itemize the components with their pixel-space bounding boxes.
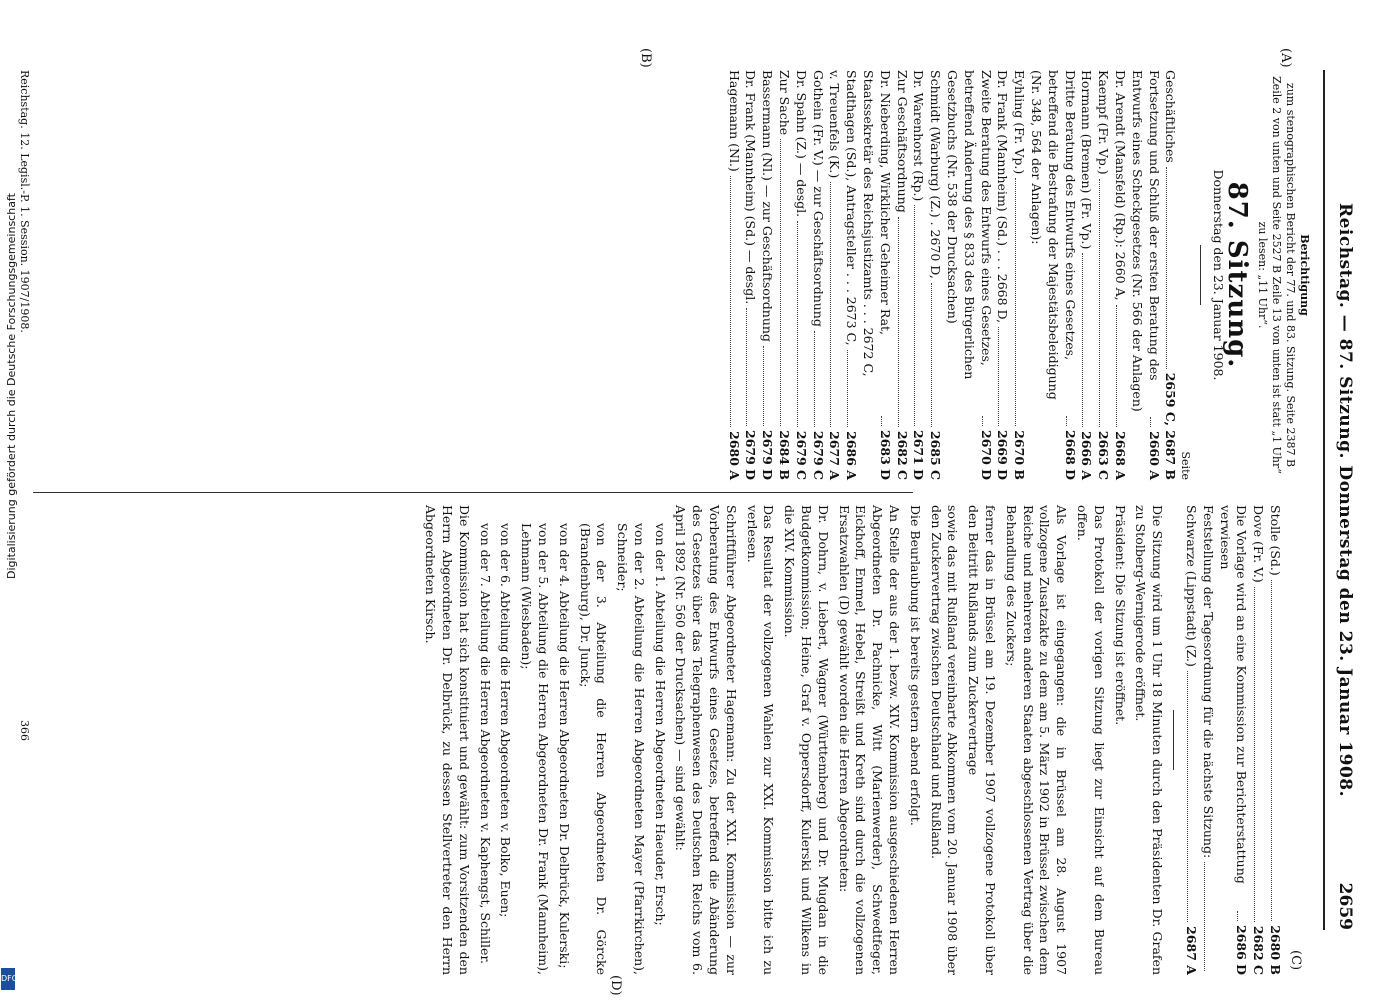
toc-leader-dots (1066, 416, 1067, 426)
toc-entry-page: 2663 C (1096, 430, 1112, 480)
toc-entry (926, 70, 943, 480)
body-paragraph: sowie das mit Rußland vereinbarte Abkommen vom 20. Januar 1908 über den Zuckervertrag zwischen Deutschland und Rußland. (928, 505, 961, 975)
toc-entry (859, 70, 893, 480)
footer-page: 366 (18, 720, 31, 741)
dfg-strip (4, 4, 18, 994)
toc-entry-text: Fortsetzung und Schluß der ersten Beratung des Entwurfs eines Scheckgesetzes (Nr. 566 der Anlagen) (1129, 70, 1162, 412)
toc-leader-dots (763, 346, 764, 426)
toc-leader-dots (1187, 671, 1188, 922)
toc-entry-text: v. Treuenfels (K.) (827, 70, 843, 179)
toc-entry-page: 2679 C (793, 430, 809, 480)
toc-leader-dots (998, 327, 999, 426)
toc-entry-page: 2682 C (894, 430, 910, 480)
toc-entry-text: Dr. Frank (Mannheim) (Sd.) . . . 2668 D, (995, 70, 1011, 324)
footer-left: Reichstag. 12. Legisl.-P. 1. Session. 1907/1908. (18, 70, 31, 333)
header-rule (1323, 70, 1325, 930)
seite-label: Seite (1179, 451, 1193, 480)
toc-entry-text: Die Vorlage wird an eine Kommission zur Berichterstattung verwiesen (1217, 505, 1250, 884)
body-paragraph: von der 7. Abteilung die Herren Abgeordneten v. Kaphengst, Schiller. (477, 523, 493, 965)
toc-leader-dots (730, 176, 731, 427)
toc-leader-dots (898, 217, 899, 427)
toc-entry-text: Dr. Spahn (Z.) — desgl. (793, 70, 809, 218)
toc-entry-page: 2660 A (1146, 431, 1162, 480)
toc-leader-dots (1166, 167, 1167, 369)
toc-entry-text: Eyhling (Fr. Vp.) (1012, 70, 1028, 175)
toc-entry-text: Bassermann (Nl.) — zur Geschäftsordnung (760, 70, 776, 342)
toc-entry (1010, 70, 1027, 480)
toc-entry-text: Dove (Fr. V.) (1251, 505, 1267, 583)
toc-entry (1199, 505, 1216, 975)
margin-mark-d: (D) (608, 975, 623, 996)
title-rule (1200, 245, 1201, 305)
body-paragraph: Als Vorlage ist eingegangen: die in Brüssel am 28. August 1907 vollzogene Zusatzakte zu dem am 5. März 1902 in Brüssel zwischen dem Reiche und mehreren anderen Staaten abgeschlossenen Vertrag über die Behandlung des Zuckers; (1003, 505, 1070, 975)
toc-entry-page: 2680 A (726, 431, 742, 480)
toc-entry (758, 70, 775, 480)
toc-leader-dots (881, 416, 882, 426)
page-number: 2659 (1335, 882, 1355, 930)
toc-leader-dots (797, 221, 798, 427)
toc-leader-dots (746, 308, 747, 426)
toc-left (725, 70, 1179, 480)
session-body (421, 505, 1165, 975)
body-paragraph: Das Protokoll der vorigen Sitzung liegt zur Einsicht auf dem Bureau offen. (1075, 505, 1107, 975)
toc-entry-text: Gothein (Fr. V.) — zur Geschäftsordnung (810, 70, 826, 327)
toc-leader-dots (1082, 253, 1083, 427)
body-paragraph: von der 1. Abteilung die Herren Abgeordneten Haeuder, Ersch; (652, 523, 668, 926)
body-paragraph: Die Sitzung wird um 1 Uhr 18 Minuten durch den Präsidenten Dr. Grafen zu Stolberg-Wernigerode eröffnet. (1133, 505, 1166, 975)
toc-entry-page: 2671 D (911, 430, 927, 480)
toc-leader-dots (1254, 587, 1255, 922)
toc-leader-dots (1099, 179, 1100, 427)
toc-leader-dots (1237, 911, 1238, 921)
body-paragraph: Das Resultat der vollzogenen Wahlen zur XXI. Kommission bitte ich zu verlesen. (744, 505, 777, 975)
session-title: 87. Sitzung. (1222, 181, 1252, 369)
toc-entry (1162, 70, 1179, 480)
margin-mark-c: (C) (1288, 950, 1303, 971)
toc-entry-page: 2668 A (1113, 431, 1129, 480)
toc-entry-text: Dr. Frank (Mannheim) (Sd.) — desgl. (743, 70, 759, 305)
toc-leader-dots (982, 416, 983, 426)
toc-entry-text: Geschäftliches (1163, 70, 1179, 163)
toc-entry-page: 2670 B (1012, 430, 1028, 480)
toc-entry-text: Dr. Warenhorst (Rp.) (911, 70, 927, 202)
toc-entry-text: Dr. Arendt (Mansfeld) (Rp.): 2660 A, (1113, 70, 1129, 301)
toc-entry (742, 70, 759, 480)
header-title: Reichstag. — 87. Sitzung. Donnerstag den 23. Januar 1908. (1335, 202, 1355, 798)
session-date: Donnerstag den 23. Januar 1908. (1211, 169, 1227, 381)
toc-entry (994, 70, 1011, 480)
toc-entry-text: Hormann (Bremen) (Fr. Vp.) (1079, 70, 1095, 250)
body-paragraph: Schriftführer Abgeordneter Hagemann: Zu der XXI. Kommission — zur Vorberatung des Entwurfs eines Gesetzes, betreffend die Abänderung des Gesetzes über das Telegraphenwesen des Deutschen Reichs vom 6. April 1892 (Nr. 560 der Drucksachen) — sind gewählt: (673, 505, 739, 975)
toc-entry (809, 70, 826, 480)
left-column (725, 70, 1311, 480)
toc-entry-text: Zur Sache (777, 70, 793, 136)
toc-entry-page: 2679 D (760, 430, 776, 480)
toc-entry (1216, 505, 1250, 975)
toc-entry (910, 70, 927, 480)
toc-entry (1078, 70, 1095, 480)
toc-leader-dots (780, 139, 781, 426)
toc-entry-page: 2668 D (1062, 430, 1078, 480)
toc-entry-text: Schwarze (Lippstadt) (Z.) (1184, 505, 1200, 667)
toc-entry (1128, 70, 1162, 480)
toc-entry (1249, 505, 1266, 975)
toc-entry (1266, 505, 1283, 975)
toc-entry-page: 2659 C, 2687 B (1163, 372, 1179, 480)
toc-entry (1182, 505, 1199, 975)
toc-entry (1027, 70, 1077, 480)
toc-entry-text: Dritte Beratung des Entwurfs eines Gesetzes, betreffend die Bestrafung der Majestätsbeleidigung (Nr. 348, 564 der Anlagen): (1029, 70, 1078, 400)
body-paragraph: von der 6. Abteilung die Herren Abgeordneten v. Bolko, Euen; (498, 523, 514, 918)
toc-leader-dots (1204, 862, 1205, 971)
body-paragraph: An Stelle der aus der 1. bezw. XIV. Kommission ausgeschiedenen Herren Abgeordneten Dr. Pachnicke, Witt (Marienwerder), Schwedtfeger, Eickhoff, Emmel, Hebel, Streißt und Kreth sind durch die vollzogenen Ersatzwahlen (D) gewählt worden die Herren Abgeordneten: (836, 505, 903, 975)
toc-entry-page: 2686 A (844, 431, 860, 480)
toc-entry (1094, 70, 1111, 480)
toc-entry (792, 70, 809, 480)
body-paragraph: Präsident: Die Sitzung ist eröffnet. (1112, 505, 1128, 726)
correction-heading: Berichtigung (1298, 234, 1311, 316)
toc-entry-page: 2685 C (928, 430, 944, 480)
body-paragraph: von der 2. Abteilung die Herren Abgeordneten Mayer (Pfarrkirchen), Schneider; (615, 523, 647, 975)
toc-entry-text: Hagemann (Nl.) (726, 70, 742, 172)
toc-entry-text: Dr. Nieberding, Wirklicher Geheimer Rat, Staatssekretär des Reichsjustizamts . . . 2672 C, (861, 70, 893, 377)
toc-entry-page: 2682 C (1251, 925, 1267, 975)
toc-entry-page: 2686 D (1234, 925, 1250, 975)
correction-text: zum stenographischen Bericht der 77. und 83. Sitzung. Seite 2387 B Zeile 2 von unten und Seite 2527 B Zeile 13 von unten ist statt „1 Uhr“ zu lesen: „11 Uhr“. (1256, 76, 1297, 474)
toc-entry-page: 2684 B (777, 430, 793, 480)
toc-leader-dots (830, 182, 831, 427)
toc-entry-page: 2687 A (1184, 926, 1200, 975)
toc-leader-dots (814, 331, 815, 427)
toc-leader-dots (1116, 305, 1117, 428)
dfg-caption: Digitalisierung gefördert durch die Deutsche Forschungsgemeinschaft (5, 193, 18, 579)
toc-entry-text: Stolle (Sd.) (1268, 505, 1283, 576)
toc-leader-dots (931, 283, 932, 427)
toc-entry-text: Stadthagen (Sd.), Antragsteller . . . 2673 C, (844, 70, 860, 346)
body-paragraph: Die Beurlaubung ist bereits gestern abend erfolgt. (907, 505, 923, 826)
toc-entry-text: Schmidt (Warburg) (Z.) . 2670 D, (928, 70, 944, 279)
toc-entry-text: Feststellung der Tagesordnung für die nächste Sitzung: (1200, 505, 1216, 859)
right-column (417, 505, 1283, 975)
toc-leader-dots (914, 205, 915, 426)
toc-leader-dots (1015, 178, 1016, 426)
toc-leader-dots (847, 350, 848, 428)
body-paragraph: von der 4. Abteilung die Herren Abgeordneten Dr. Delbrück, Kulerski; (556, 523, 572, 969)
toc-entry-text: Zur Geschäftsordnung (894, 70, 910, 213)
toc-leader-dots (1150, 417, 1151, 427)
body-paragraph: von der 3. Abteilung die Herren Abgeordneten Dr. Görcke (Brandenburg), Dr. Junck; (577, 523, 610, 975)
toc-entry-page: 2669 D (995, 430, 1011, 480)
toc-entry-page: 2677 A (827, 431, 843, 480)
margin-mark-a: (A) (1278, 48, 1293, 68)
toc-entry-page: 2666 A (1079, 431, 1095, 480)
toc-entry (943, 70, 993, 480)
dfg-logo: DFG (1, 968, 15, 990)
body-paragraph: von der 5. Abteilung die Herren Abgeordneten Dr. Frank (Mannheim), Lehmann (Wiesbaden); (519, 523, 551, 975)
toc-entry (1111, 70, 1128, 480)
toc-entry (893, 70, 910, 480)
body-paragraph: Dr. Dohrn, v. Liebert, Wagner (Württemberg) und Dr. Mugdan in die Budgetkommission; Heine, Graf v. Oppersdorff, Kulerski und Wilkens in die XIV. Kommission. (782, 505, 831, 975)
toc-entry-page: 2679 D (743, 430, 759, 480)
toc-entry-page: 2680 B (1268, 925, 1283, 975)
margin-mark-b: (B) (638, 48, 653, 68)
page-header (1331, 70, 1361, 930)
toc-entry (725, 70, 742, 480)
body-paragraph: Die Kommission hat sich konstituiert und gewählt: zum Vorsitzenden den Herrn Abgeordneten Dr. Delbrück, zu dessen Stellvertreter den Herrn Abgeordneten Kirsch. (423, 505, 472, 975)
toc-entry-page: 2683 D (877, 430, 893, 480)
toc-entry (842, 70, 859, 480)
toc-leader-dots (1271, 580, 1272, 922)
toc-entry (775, 70, 792, 480)
body-paragraph: ferner das in Brüssel am 19. Dezember 1907 vollzogene Protokoll über den Beitritt Rußlands zum Zuckervertrage (966, 505, 999, 975)
toc-entry-page: 2679 C (810, 430, 826, 480)
section-rule (1173, 710, 1174, 770)
toc-entry-page: 2670 D (978, 430, 994, 480)
toc-right (1182, 505, 1283, 975)
column-divider (33, 492, 913, 493)
toc-entry-text: Zweite Beratung des Entwurfs eines Gesetzes, betreffend Änderung des § 833 des Bürgerlichen Gesetzbuchs (Nr. 538 der Drucksachen) (945, 70, 994, 380)
toc-entry (826, 70, 843, 480)
toc-entry-text: Kaempf (Fr. Vp.) (1096, 70, 1112, 175)
